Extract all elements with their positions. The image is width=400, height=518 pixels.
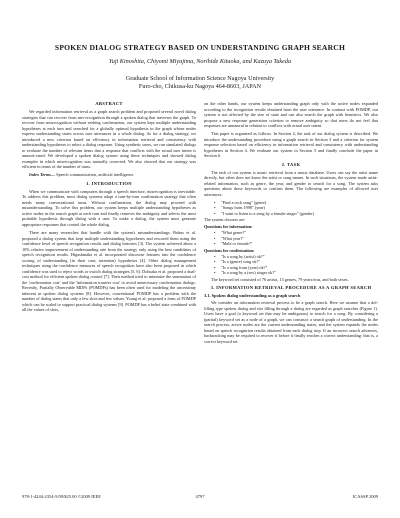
system-choices-intro: The system chooses are: (204, 217, 246, 223)
left-column (22, 101, 196, 315)
index-terms-text: Speech communication, artificial intelligence (56, 172, 134, 178)
bullet-icon: • (214, 199, 216, 205)
list-item: • "Find a rock song" (genre) (214, 199, 267, 205)
abstract-heading: ABSTRACT (95, 101, 123, 106)
introduction-paragraph-2: There are many researches that handle with the system's misunderstandings. Bohus et al. proposed a dialog system that kept multiple understanding hypotheses and rescored them using the confidence level of speech recognition results and dialog histories [3]. The system achieved about a 10% relative improvement of understanding rate from the strategy only using the best candidates of speech recognition results. Higashinaka et al. incorporated discourse features into the confidence scoring of understanding (in their case, intention) hypotheses [4]. Other dialog management techniques using the confidence measures of speech recognition have also been proposed in which confidence was used to reject words or switch dialog strategies [5, 6]. Dohsaka et al. proposed a dual-cost method for efficient spoken dialog control [7]. Their method tried to minimize the summation of the 'confirmation cost' and the 'information transfer cost' to avoid unnecessary confirmation dialogs. Recently, Partially Observable MDPs (POMDPs) has been often used for modeling the uncertainty inherent in spoken dialog systems [8]. However, conventional POMDP has a problem with the number of dialog states that only a few slots and few values. Young et al. proposed a form of POMDP which can be scaled to support practical dialog systems [9]. POMDP has a belief state combined with all the values of slots, (22, 230, 196, 313)
bullet-icon: • (214, 253, 216, 259)
task-heading: 2. TASK (281, 161, 301, 167)
affiliation-line-1: Graduate School of Information Science Nagoya University (125, 75, 275, 82)
footer-copyright: 978-1-4244-2354-5/09/$25.00 ©2009 IEEE (22, 494, 102, 499)
task-paragraph: The task of our system is music retrieval from a music database. Users can say the artist name directly, but often does not know the artist or song names. In such situations, the system made artist-related information, such as genre, the year, and gender to search for a song. The system asks questions about these keywords to confirm them. The following are examples of allowed user utterances: (204, 169, 378, 197)
bullet-icon: • (214, 210, 216, 216)
list-item: • "Is a (genre) song ok?" (214, 259, 261, 265)
introduction-heading: 1. INTRODUCTION (86, 180, 132, 186)
abstract-text: We regarded information retrieval as a graph search problem and proposed several novel dialog strategies that can recover from mis-recognition through a spoken dialog that traverses the graph. To recover from misrecognition without seeking confirmation, our system kept multiple understanding hypotheses at each turn and searched for a globally optimal hypothesis in the graph whose nodes express understanding states across user utterances in a whole dialog. As for a dialog strategy, we introduced a new criterion based on efficiency in information retrieval and consistency with understanding hypotheses to select a dialog response. Using synthetic users, we ran simulated dialogs to evaluate the number of relevant items that a response that conflicts with the actual user intent is unmoti-vated. We developed a spoken dialog system using these techniques and showed dialog examples in which misrecognition was naturally corrected. We also showed that our strategy was efficient in terms of the number of turns. (22, 109, 196, 170)
list-item: • "Is a song by a (sex) singer ok?" (214, 270, 277, 276)
bullet-icon: • (214, 259, 216, 265)
bullet-icon: • (214, 230, 216, 236)
affiliation-line-2: Furo-cho, Chikusa-ku Nagoya 464-8603, JAPAN (138, 83, 262, 90)
index-terms (22, 172, 196, 178)
bullet-icon: • (214, 241, 216, 247)
section-3-1-heading: 3.1. Spoken dialog understanding as a graph search (204, 293, 301, 299)
bullet-icon: • (214, 235, 216, 241)
introduction-continuation: on the other hands, our system keeps understanding graph only with the active nodes expanded according to the recognition results obtained from the user utterance. In contrast with POMDP, our system is not affected by the size of state and can also search the graph with heuristics. We also propose a new response generation criterion to remove ambiguity so that users do not feel that responses are unnatural in relation to conflicts with actual user intent. (204, 101, 378, 128)
list-item: • "Male or female?" (214, 241, 253, 247)
index-terms-label: Index Terms— (29, 172, 56, 178)
information-question-list (204, 230, 378, 247)
questions-information-label: Questions for information: (204, 223, 253, 229)
list-item: • "Is a song by (artist) ok?" (214, 253, 265, 259)
bullet-icon: • (214, 270, 216, 276)
user-example-list (204, 200, 378, 217)
bullet-icon: • (214, 264, 216, 270)
list-item: • "What year?" (214, 235, 244, 241)
section-3-1-paragraph: We consider an information retrieval process to be a graph search. Here we assume that a dol-filling type spoken dialog and slot filling through a dialog are regarded as graph searches (Figure 1). Users have a goal (a keyword set that may be ambiguous) to search for a song. By considering a (partial) keyword set as a node of a graph, we can construct a search graph of understanding. In the search process, active nodes are the current understanding states, and the system expands the nodes based on speech recognition results obtained from each dialog step. If an incorrect search advances, backtracking may be required to recover it before it finally reaches a correct understanding: that is, a correct keyword set. (204, 300, 378, 344)
introduction-paragraph-1: When we communicate with computers through a speech interface, misrecognition is inevitable. To address this problem, most dialog systems adopt a turn-by-turn confirmation strategy that often needs many conversational turns. Without confirmation, the dialog may proceed with misunderstanding. To solve this problem, our system keeps multiple understanding hypotheses as active nodes in the search graph at each turn and finally removes the ambiguity and selects the most probable hypothesis through dialog with a user. To make a dialog, the system must generate appropriate responses that control the whole dialog. (22, 188, 196, 227)
list-item: • "Songs from 1998" (year) (214, 205, 265, 211)
section-3-heading: 3. INFORMATION RETRIEVAL PROCEDURE AS A GRAPH SEARCH (210, 284, 372, 290)
keyword-set-note: The keyword set consisted of 76 artists, 13 genres, 79 years/eras, and both sexes. (211, 276, 349, 282)
list-item: • "What genre?" (214, 230, 247, 236)
paper-title: SPOKEN DIALOG STRATEGY BASED ON UNDERSTANDING GRAPH SEARCH (54, 43, 346, 52)
right-column (204, 101, 378, 347)
list-item: • "Is a song from (year) ok?" (214, 264, 268, 270)
footer-page-number: 4797 (195, 494, 205, 499)
confirmation-question-list (204, 254, 378, 276)
author-list: Yuji Kinoshita, Chiyomi Miyajima, Norihide Kitaoka, and Kazuya Takeda (108, 58, 292, 65)
questions-confirmation-label: Questions for confirmation: (204, 247, 255, 253)
organization-paragraph: This paper is organized as follows. In Section 2, the task of our dialog system is described. We introduce the understanding procedure using a graph search in Section 3 and a criterion for system response selection based on efficiency in information retrieval and consistency with understanding hypotheses in Section 4. We evaluate our system in Section 5 and finally conclude the paper in Section 6. (204, 131, 378, 159)
footer-venue: ICASSP 2009 (352, 494, 378, 499)
list-item: • "I want to listen to a song by a female singer" (gender) (214, 210, 315, 216)
bullet-icon: • (214, 205, 216, 211)
